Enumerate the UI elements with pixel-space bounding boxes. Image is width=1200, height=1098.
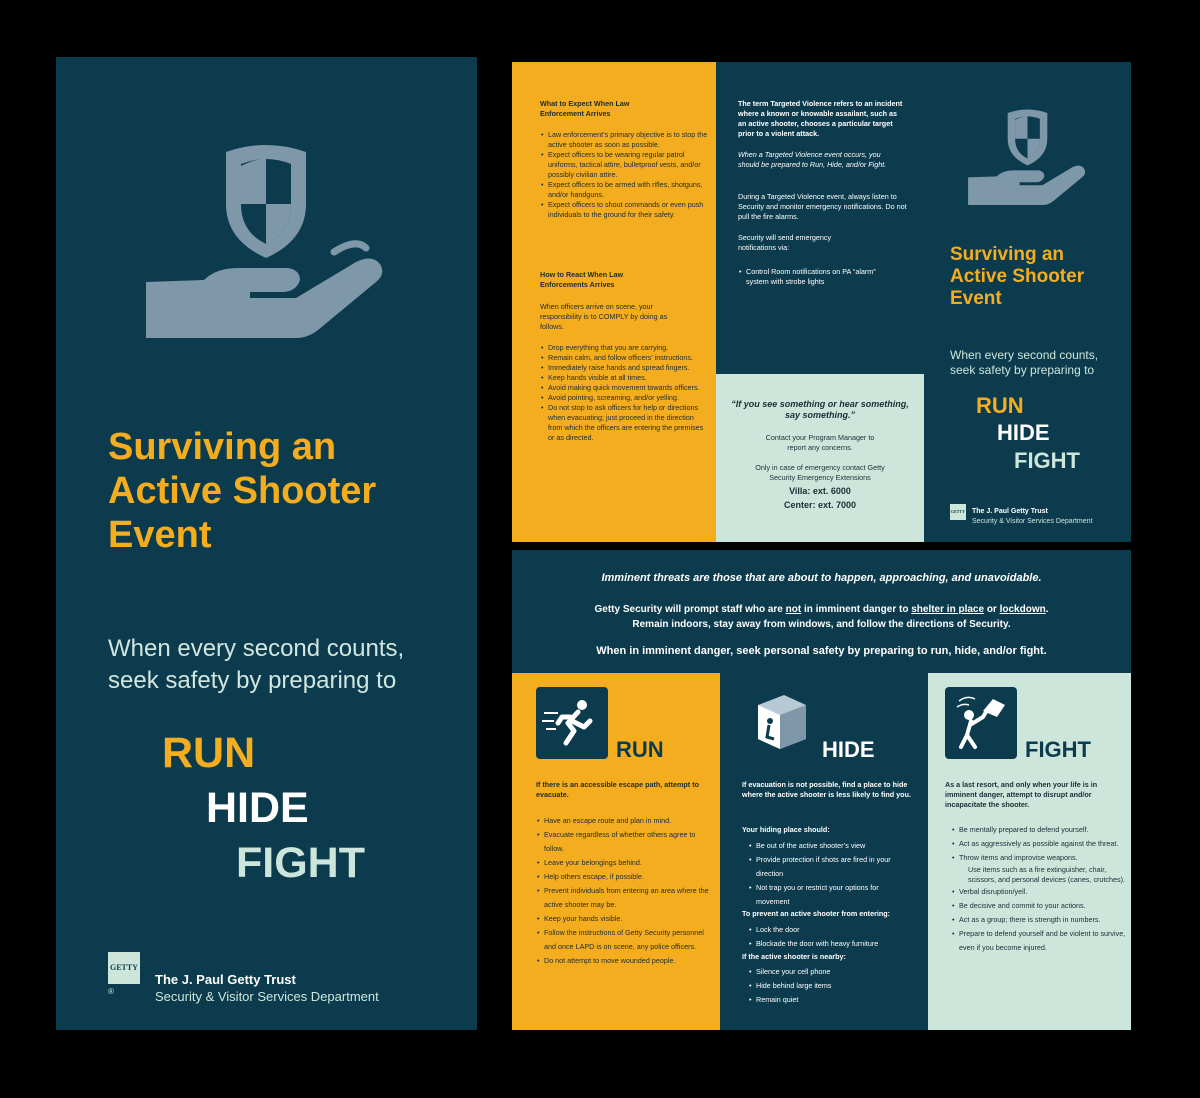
list-item: • Help others escape, if possible.: [544, 870, 712, 884]
hide-list1: [748, 839, 906, 909]
list-item: • Prepare to defend yourself and be violent to survive, even if you become injured.: [959, 927, 1131, 955]
banner-line3: When in imminent danger, seek personal safety by preparing to run, hide, and/or fight.: [596, 645, 1047, 657]
list-item: • Avoid pointing, screaming, and/or yelling.: [548, 393, 708, 403]
react-heading: How to React When Law Enforcements Arrives: [540, 270, 624, 289]
list-item: • Blockade the door with heavy furniture: [756, 937, 926, 951]
contact-line2: Only in case of emergency contact Getty Security Emergency Extensions: [755, 463, 885, 482]
brochure-cover: [56, 57, 477, 1030]
list-item: • Verbal disruption/yell.: [959, 885, 1131, 899]
list-item: • Keep your hands visible.: [544, 912, 712, 926]
fight-heading: FIGHT: [1025, 737, 1091, 762]
cover-hide: HIDE: [206, 784, 309, 832]
run-heading: RUN: [616, 737, 664, 762]
list-item: • Be mentally prepared to defend yourself.: [959, 823, 1131, 837]
fight-subitem: Use items such as a fire extinguisher, chair, scissors, and personal devices (canes, crutches).: [968, 865, 1125, 884]
hide-column: [720, 673, 928, 1030]
list-item: • Expect officers to be armed with rifles, shotguns, and/or handguns.: [548, 180, 708, 200]
run-column: [512, 673, 721, 1030]
panel-contact: [716, 374, 924, 542]
panel-targeted-violence: [716, 62, 924, 374]
getty-logo: GETTY: [108, 952, 140, 984]
hide-list3: [748, 965, 926, 1007]
front-org-name: The J. Paul Getty Trust: [972, 508, 1048, 515]
list-item: • Expect officers to be wearing regular patrol uniforms, tactical attire, bulletproof vests, and/or possibly civilian attire.: [548, 150, 708, 180]
list-item: • Do not stop to ask officers for help or directions when evacuating; just proceed in the direction from which the officers are entering the premises or as directed.: [548, 403, 708, 443]
run-icon: [536, 687, 608, 759]
contact-line1: Contact your Program Manager to report any concerns.: [765, 433, 875, 452]
targeted-list: [738, 267, 886, 287]
run-list: [536, 814, 712, 968]
list-item: • Avoid making quick movement towards officers.: [548, 383, 708, 393]
hand-shield-icon: [968, 107, 1088, 211]
list-item: • Act as a group; there is strength in numbers.: [959, 913, 1131, 927]
banner-line2: Getty Security will prompt staff who are not in imminent danger to shelter in place or lockdown. Remain indoors, stay away from windows, and follow the directions of Security.: [594, 604, 1049, 630]
hide-intro: If evacuation is not possible, find a place to hide where the active shooter is less likely to find you.: [742, 780, 911, 799]
list-item: • Silence your cell phone: [756, 965, 926, 979]
expect-list: [540, 130, 708, 220]
hide-sub1: Your hiding place should:: [742, 825, 830, 834]
getty-logo: GETTY: [950, 504, 966, 520]
imminent-threat-banner: [512, 550, 1131, 673]
contact-center: Center: ext. 7000: [783, 500, 857, 510]
list-item: • Provide protection if shots are fired in your direction: [756, 853, 906, 881]
hide-icon: [750, 691, 810, 753]
list-item: • Follow the instructions of Getty Security personnel and once LAPD is on scene, any police officers.: [544, 926, 712, 954]
list-item: • Drop everything that you are carrying.: [548, 343, 708, 353]
front-run: RUN: [976, 393, 1024, 418]
expect-heading: What to Expect When Law Enforcement Arrives: [540, 99, 630, 118]
list-item: • Remain quiet: [756, 993, 926, 1007]
fight-icon: [945, 687, 1017, 759]
cover-title: Surviving an Active Shooter Event: [108, 426, 377, 556]
contact-villa: Villa: ext. 6000: [789, 486, 851, 496]
front-tagline: When every second counts, seek safety by preparing to: [950, 348, 1099, 377]
registered-mark: ®: [108, 987, 114, 996]
list-item: • Be decisive and commit to your actions.: [959, 899, 1131, 913]
list-item: • Have an escape route and plan in mind.: [544, 814, 712, 828]
hide-list2: [748, 923, 926, 951]
hide-sub2: To prevent an active shooter from entering:: [742, 909, 891, 918]
react-list: [540, 343, 708, 443]
cover-fight: FIGHT: [236, 839, 365, 887]
list-item: • Control Room notifications on PA “alarm” system with strobe lights: [746, 267, 886, 287]
fight-intro: As a last resort, and only when your life is in imminent danger, attempt to disrupt and/or incapacitate the shooter.: [945, 780, 1098, 809]
fight-column: [928, 673, 1131, 1030]
list-item: • Immediately raise hands and spread fingers.: [548, 363, 708, 373]
cover-org-name: The J. Paul Getty Trust: [155, 972, 296, 987]
react-intro: When officers arrive on scene, your responsibility is to COMPLY by doing as follows.: [540, 302, 668, 331]
list-item: • Keep hands visible at all times.: [548, 373, 708, 383]
targeted-p4: Security will send emergency notifications via:: [738, 233, 832, 252]
front-fight: FIGHT: [1014, 448, 1080, 473]
run-intro: If there is an accessible escape path, attempt to evacuate.: [536, 780, 699, 799]
front-hide: HIDE: [997, 420, 1050, 445]
list-item: • Be out of the active shooter’s view: [756, 839, 906, 853]
hide-heading: HIDE: [822, 737, 875, 762]
list-item: • Law enforcement’s primary objective is to stop the active shooter as soon as possible.: [548, 130, 708, 150]
front-title: Surviving an Active Shooter Event: [950, 244, 1085, 309]
list-item: • Act as aggressively as possible against the threat.: [959, 837, 1131, 851]
panel-front: [924, 62, 1131, 542]
list-item: • Do not attempt to move wounded people.: [544, 954, 712, 968]
targeted-p1: The term Targeted Violence refers to an incident where a known or knowable assailant, such as an active shooter, chooses a particular target prior to a violent attack.: [738, 99, 903, 138]
fight-list: [951, 823, 1131, 955]
cover-org-dept: Security & Visitor Services Department: [155, 989, 379, 1004]
banner-line1: Imminent threats are those that are about to happen, approaching, and unavoidable.: [601, 572, 1042, 584]
hand-shield-icon: [146, 140, 388, 350]
list-item: • Remain calm, and follow officers’ instructions.: [548, 353, 708, 363]
list-item: • Hide behind large items: [756, 979, 926, 993]
list-item: • Prevent individuals from entering an area where the active shooter may be.: [544, 884, 712, 912]
list-item: • Evacuate regardless of whether others agree to follow.: [544, 828, 712, 856]
list-item: • Expect officers to shout commands or even push individuals to the ground for their safety.: [548, 200, 708, 220]
list-item: • Not trap you or restrict your options for movement: [756, 881, 906, 909]
hide-sub3: If the active shooter is nearby:: [742, 952, 846, 961]
list-item: • Lock the door: [756, 923, 926, 937]
list-item: • Leave your belongings behind.: [544, 856, 712, 870]
targeted-p2: When a Targeted Violence event occurs, you should be prepared to Run, Hide, and/or Fight.: [738, 150, 887, 169]
front-org-dept: Security & Visitor Services Department: [972, 518, 1093, 525]
cover-run: RUN: [162, 729, 256, 777]
contact-quote: “If you see something or hear something, say something.”: [731, 399, 909, 420]
cover-tagline: When every second counts, seek safety by preparing to: [108, 635, 405, 694]
panel-law-enforcement: [512, 62, 716, 542]
list-item: • Throw items and improvise weapons. Use items such as a fire extinguisher, chair, scissors, and personal devices (canes, crutches).: [959, 851, 1131, 885]
targeted-p3: During a Targeted Violence event, always listen to Security and monitor emergency notifications. Do not pull the fire alarms.: [738, 192, 907, 221]
